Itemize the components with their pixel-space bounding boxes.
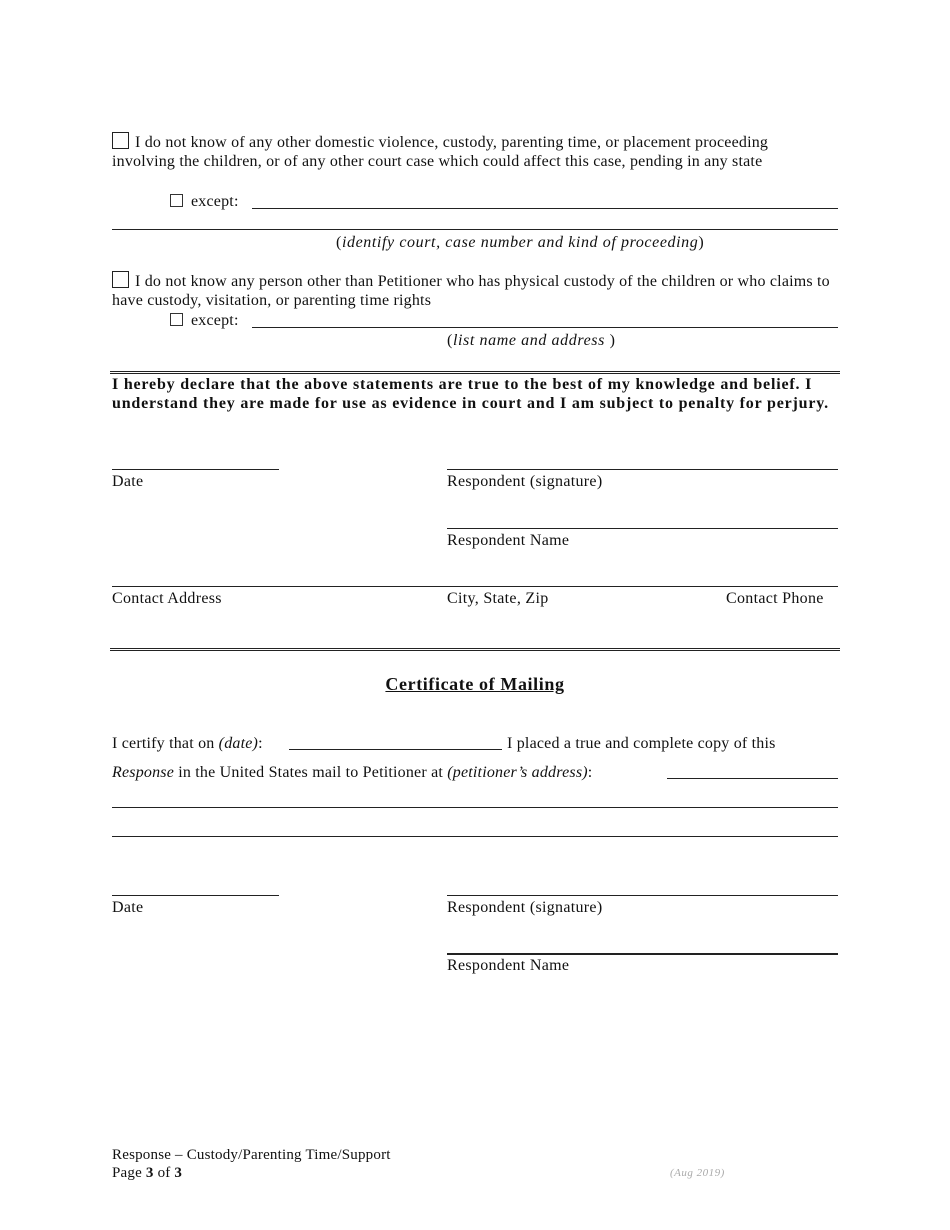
- petitioner-address-line-3[interactable]: [112, 836, 838, 837]
- except-line-2[interactable]: [252, 327, 838, 328]
- name-label-1: Respondent Name: [447, 532, 570, 549]
- contact-phone-label: Contact Phone: [726, 590, 824, 607]
- caption-identify-court: (identify court, case number and kind of proceeding): [336, 234, 705, 251]
- city-state-zip-label: City, State, Zip: [447, 590, 549, 607]
- date-line-2[interactable]: [112, 895, 279, 896]
- petitioner-address-hint: (petitioner’s address): [447, 764, 588, 781]
- checkbox-no-other-custodian[interactable]: [112, 271, 129, 288]
- except-label-1: except:: [191, 193, 239, 210]
- signature-label-2: Respondent (signature): [447, 899, 603, 916]
- date-label-2: Date: [112, 899, 144, 916]
- except-label-2: except:: [191, 312, 239, 329]
- mailing-date-line[interactable]: [289, 749, 502, 750]
- custody-statement-2: [112, 271, 838, 310]
- date-label-1: Date: [112, 473, 144, 490]
- statement-1-text: I do not know of any other domestic violence, custody, parenting time, or placement proceeding involving the children, or of any other court case which could affect this case, pending in any state: [112, 134, 769, 170]
- certificate-title: Certificate of Mailing: [385, 674, 565, 694]
- revision-date: (Aug 2019): [670, 1167, 725, 1179]
- name-line-1[interactable]: [447, 528, 838, 529]
- signature-line-2[interactable]: [447, 895, 838, 896]
- footer-page-number: Page 3 of 3: [112, 1165, 183, 1181]
- except-line-1[interactable]: [252, 208, 838, 209]
- custody-statement-1: [112, 132, 812, 171]
- except-line-1b[interactable]: [112, 229, 838, 230]
- name-label-2: Respondent Name: [447, 957, 570, 974]
- contact-line[interactable]: [112, 586, 838, 587]
- name-line-2[interactable]: [447, 953, 838, 955]
- signature-line-1[interactable]: [447, 469, 838, 470]
- petitioner-address-line-1[interactable]: [667, 778, 838, 779]
- response-word: Response: [112, 764, 175, 781]
- signature-label-1: Respondent (signature): [447, 473, 603, 490]
- contact-address-label: Contact Address: [112, 590, 222, 607]
- petitioner-address-line-2[interactable]: [112, 807, 838, 808]
- caption-list-name: (list name and address ): [447, 332, 616, 349]
- checkbox-except-2[interactable]: [170, 313, 183, 326]
- date-hint: (date): [218, 735, 259, 752]
- certificate-line-1: I certify that on (date):: [112, 735, 263, 752]
- declaration-text: I hereby declare that the above statements are true to the best of my knowledge and belief. I understand they are made for use as evidence in court and I am subject to penalty for perjury.: [112, 376, 829, 412]
- checkbox-no-other-proceedings[interactable]: [112, 132, 129, 149]
- caption-identify-court-text: identify court, case number and kind of proceeding: [341, 234, 699, 251]
- divider-certificate: [110, 648, 840, 651]
- footer-form-title: Response – Custody/Parenting Time/Support: [112, 1147, 391, 1163]
- statement-2-text: I do not know any person other than Petitioner who has physical custody of the children or who claims to have custody, visitation, or parenting time rights: [112, 273, 830, 309]
- checkbox-except-1[interactable]: [170, 194, 183, 207]
- page-current: 3: [145, 1165, 154, 1181]
- certificate-line-2: Response in the United States mail to Petitioner at (petitioner’s address):: [112, 764, 593, 781]
- page-total: 3: [174, 1165, 183, 1181]
- certificate-line-1b: I placed a true and complete copy of this: [507, 735, 776, 752]
- date-line-1[interactable]: [112, 469, 279, 470]
- divider-declaration: [110, 371, 840, 374]
- except-row-2: [170, 311, 239, 330]
- except-row-1: [170, 192, 239, 211]
- caption-list-name-text: list name and address: [452, 332, 605, 349]
